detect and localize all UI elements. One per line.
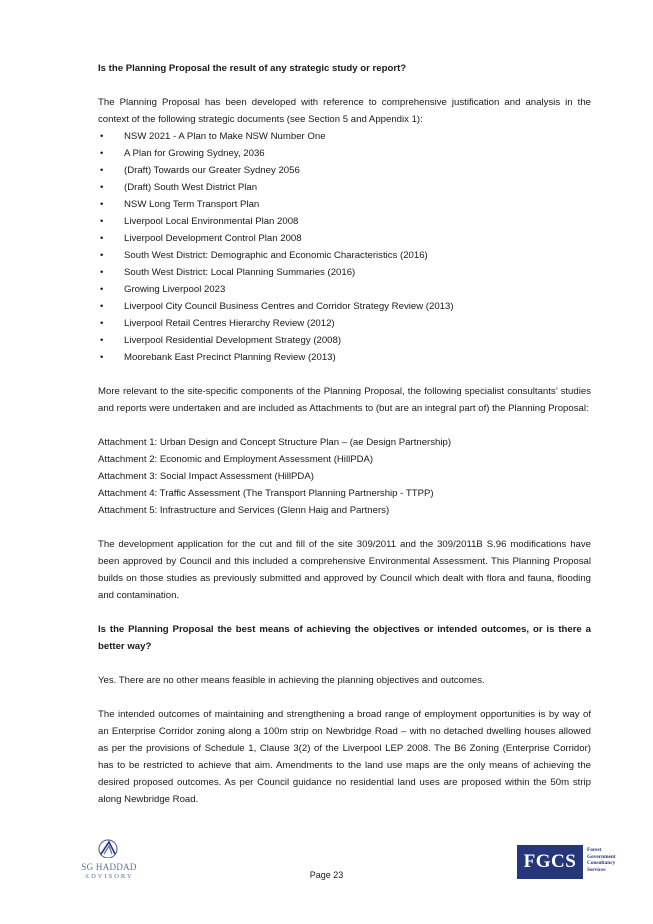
list-item: • Liverpool Residential Development Strategy (2008) (98, 332, 591, 349)
attachment-item: Attachment 3: Social Impact Assessment (HillPDA) (98, 471, 314, 482)
list-item: • South West District: Local Planning Summaries (2016) (98, 264, 591, 281)
page-content (98, 60, 591, 808)
attachment-item: Attachment 1: Urban Design and Concept Structure Plan – (ae Design Partnership) (98, 437, 452, 448)
sg-haddad-name: SG HADDAD (81, 862, 137, 872)
fgcs-line: Consultancy (587, 860, 616, 867)
intro-paragraph: The Planning Proposal has been developed with reference to comprehensive justification and analysis in the context of the following strategic documents (see Section 5 and Appendix 1): (98, 97, 591, 125)
list-item: • (Draft) South West District Plan (98, 179, 591, 196)
answer-paragraph: Yes. There are no other means feasible in achieving the planning objectives and outcomes. (98, 675, 485, 686)
sg-haddad-subtitle: ADVISORY (84, 873, 134, 880)
list-item: • A Plan for Growing Sydney, 2036 (98, 145, 591, 162)
fgcs-logo-mark: FGCS (517, 845, 583, 879)
development-paragraph: The development application for the cut and fill of the site 309/2011 and the 309/2011B S.96 modifications have been approved by Council and this included a comprehensive Environmental Assessment. This Planning Proposal builds on those studies as previously submitted and approved by Council which dealt with flora and fauna, flooding and contamination. (98, 539, 591, 601)
attachment-item: Attachment 5: Infrastructure and Services (Glenn Haig and Partners) (98, 505, 390, 516)
attachment-item: Attachment 2: Economic and Employment Assessment (HillPDA) (98, 454, 374, 465)
fgcs-line: Government (587, 853, 616, 860)
page-number: Page 23 (309, 870, 344, 880)
heading-best-means: Is the Planning Proposal the best means of achieving the objectives or intended outcomes, or is there a better way? (98, 624, 591, 652)
outcomes-paragraph: The intended outcomes of maintaining and strengthening a broad range of employment opportunities is by way of an Enterprise Corridor zoning along a 100m strip on Newbridge Road – with no detached dwelling houses allowed as per the provisions of Schedule 1, Clause 3(2) of the Liverpool LEP 2008. The B6 Zoning (Enterprise Corridor) has to be restricted to achieve that aim. Amendments to the land use maps are the only means of achieving the desired proposed outcomes. As per Council guidance no residential land uses are proposed within the 50m strip along Newbridge Road. (98, 709, 591, 805)
strategic-documents-list (98, 128, 591, 366)
attachment-item: Attachment 4: Traffic Assessment (The Transport Planning Partnership - TTPP) (98, 488, 434, 499)
list-item: • Growing Liverpool 2023 (98, 281, 591, 298)
fgcs-logo-text (587, 847, 623, 873)
list-item: • Liverpool Local Environmental Plan 2008 (98, 213, 591, 230)
fgcs-line: Services (587, 866, 606, 873)
list-item: • South West District: Demographic and Economic Characteristics (2016) (98, 247, 591, 264)
list-item: • NSW 2021 - A Plan to Make NSW Number One (98, 128, 591, 145)
specialist-intro-paragraph: More relevant to the site-specific components of the Planning Proposal, the following specialist consultants’ studies and reports were undertaken and are included as Attachments to (but are an integral part of) the Planning Proposal: (98, 386, 591, 414)
list-item: • Liverpool Development Control Plan 2008 (98, 230, 591, 247)
attachments-list (98, 434, 591, 519)
list-item: • Moorebank East Precinct Planning Review (2013) (98, 349, 591, 366)
fgcs-line: Forest (587, 847, 602, 853)
heading-strategic-study: Is the Planning Proposal the result of any strategic study or report? (98, 63, 407, 74)
list-item: • Liverpool Retail Centres Hierarchy Review (2012) (98, 315, 591, 332)
list-item: • NSW Long Term Transport Plan (98, 196, 591, 213)
sg-haddad-logo-icon (97, 838, 119, 858)
list-item: • Liverpool City Council Business Centres and Corridor Strategy Review (2013) (98, 298, 591, 315)
fgcs-logo (517, 845, 617, 881)
list-item: • (Draft) Towards our Greater Sydney 2056 (98, 162, 591, 179)
